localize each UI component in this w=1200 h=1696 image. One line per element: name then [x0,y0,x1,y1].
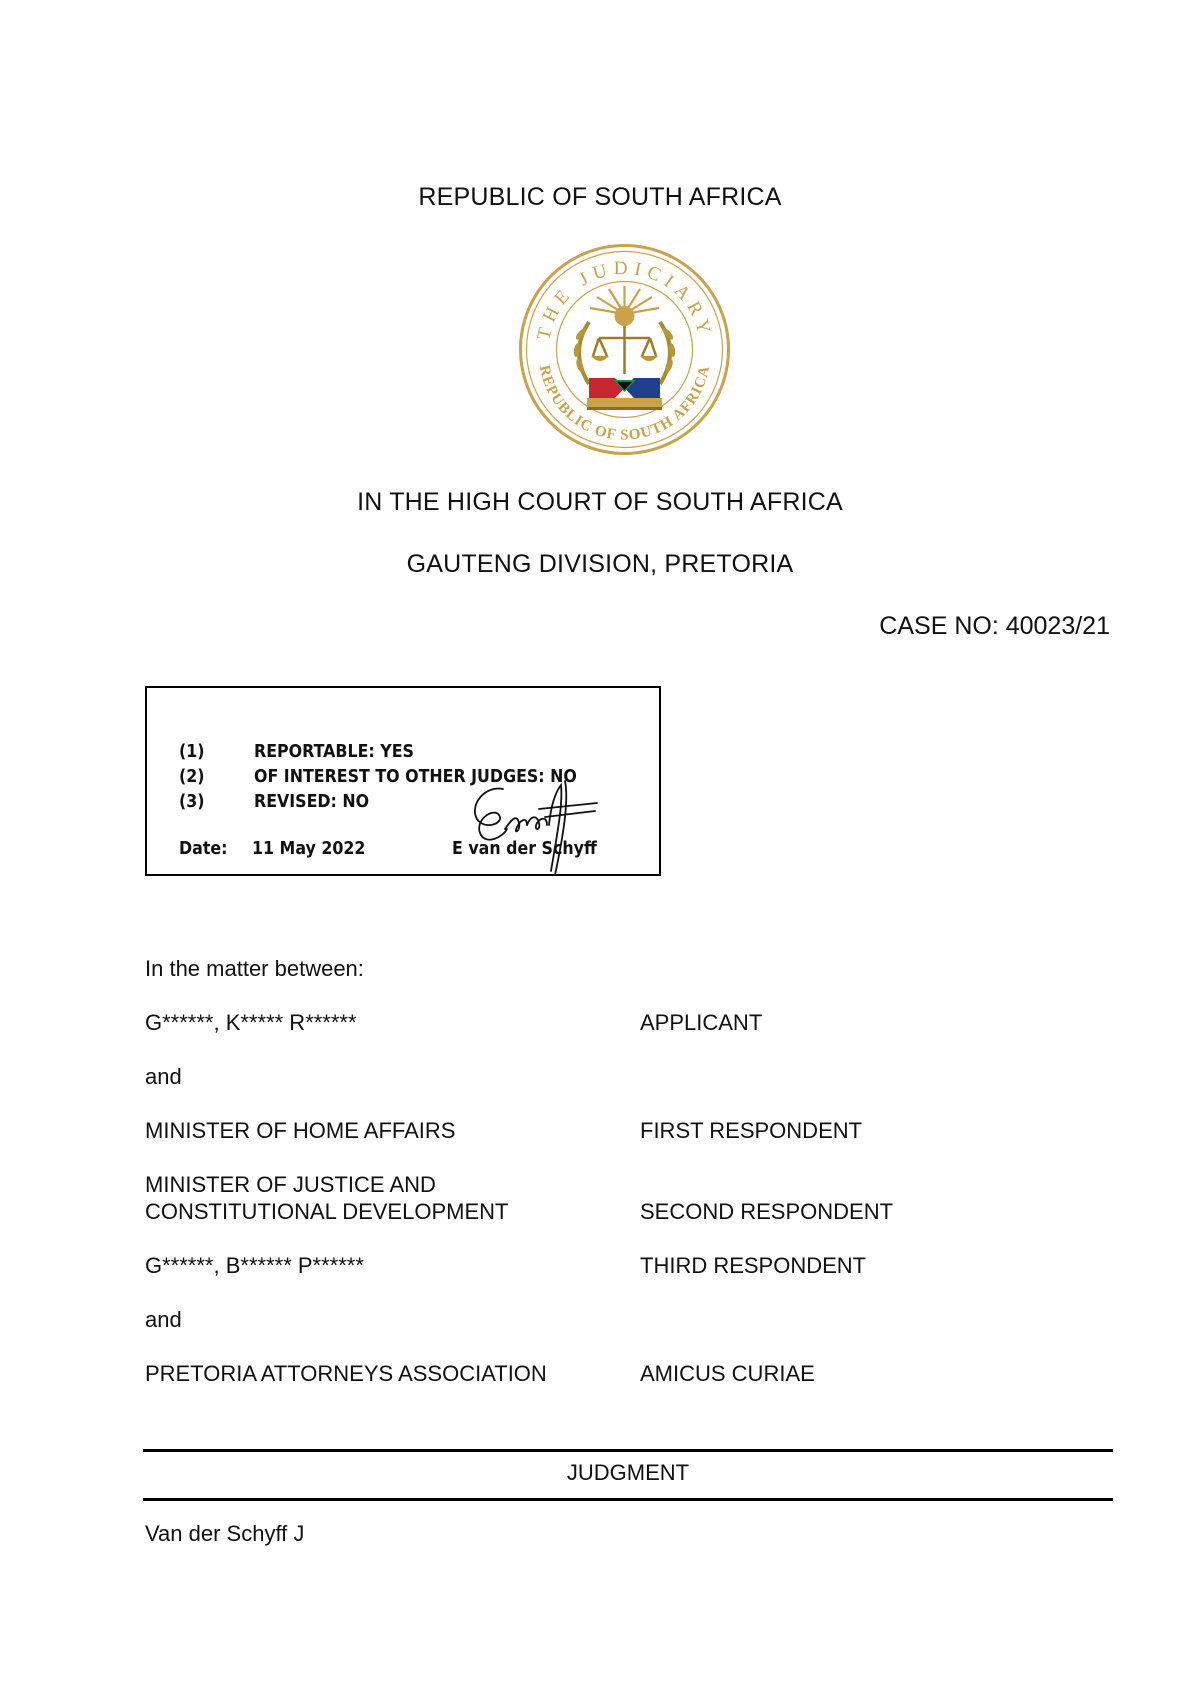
party-3-name-line-1: MINISTER OF JUSTICE AND [145,1172,436,1197]
and-separator-2: and [145,1307,182,1332]
party-4-role: THIRD RESPONDENT [640,1253,867,1278]
judgment-author: Van der Schyff J [145,1521,305,1546]
signatory-name: E van der Schyff [452,838,597,859]
svg-text:THE JUDICIARY: THE JUDICIARY [533,257,716,342]
case-number: CASE NO: 40023/21 [879,612,1110,640]
judiciary-seal-icon [517,242,732,457]
party-3-role: SECOND RESPONDENT [640,1199,894,1224]
signature-icon [455,775,605,885]
item-2-text: OF INTEREST TO OTHER JUDGES: NO [254,766,577,787]
judgment-rule-bottom [143,1498,1113,1501]
item-3-number: (3) [179,791,205,812]
svg-text:REPUBLIC OF SOUTH AFRICA: REPUBLIC OF SOUTH AFRICA [535,363,714,444]
party-4-name: G******, B****** P****** [145,1253,364,1278]
handwritten-signature [455,775,605,885]
judiciary-seal [517,242,732,457]
party-5-name: PRETORIA ATTORNEYS ASSOCIATION [145,1361,547,1386]
item-3-text: REVISED: NO [254,791,370,812]
and-separator-1: and [145,1064,182,1089]
party-1-role: APPLICANT [640,1010,763,1035]
division-heading: GAUTENG DIVISION, PRETORIA [406,550,794,578]
matter-intro: In the matter between: [145,956,364,981]
date-label: Date: [179,838,228,859]
court-heading: IN THE HIGH COURT OF SOUTH AFRICA [357,488,843,516]
judgment-rule-top [143,1449,1113,1452]
party-3-name-line-2: CONSTITUTIONAL DEVELOPMENT [145,1199,509,1224]
date-value: 11 May 2022 [252,838,366,859]
judgment-title: JUDGMENT [566,1460,690,1485]
party-2-name: MINISTER OF HOME AFFAIRS [145,1118,456,1143]
republic-heading: REPUBLIC OF SOUTH AFRICA [418,183,782,211]
party-5-role: AMICUS CURIAE [640,1361,815,1386]
item-1-text: REPORTABLE: YES [254,741,414,762]
party-2-role: FIRST RESPONDENT [640,1118,863,1143]
party-1-name: G******, K***** R****** [145,1010,357,1035]
item-2-number: (2) [179,766,205,787]
item-1-number: (1) [179,741,205,762]
